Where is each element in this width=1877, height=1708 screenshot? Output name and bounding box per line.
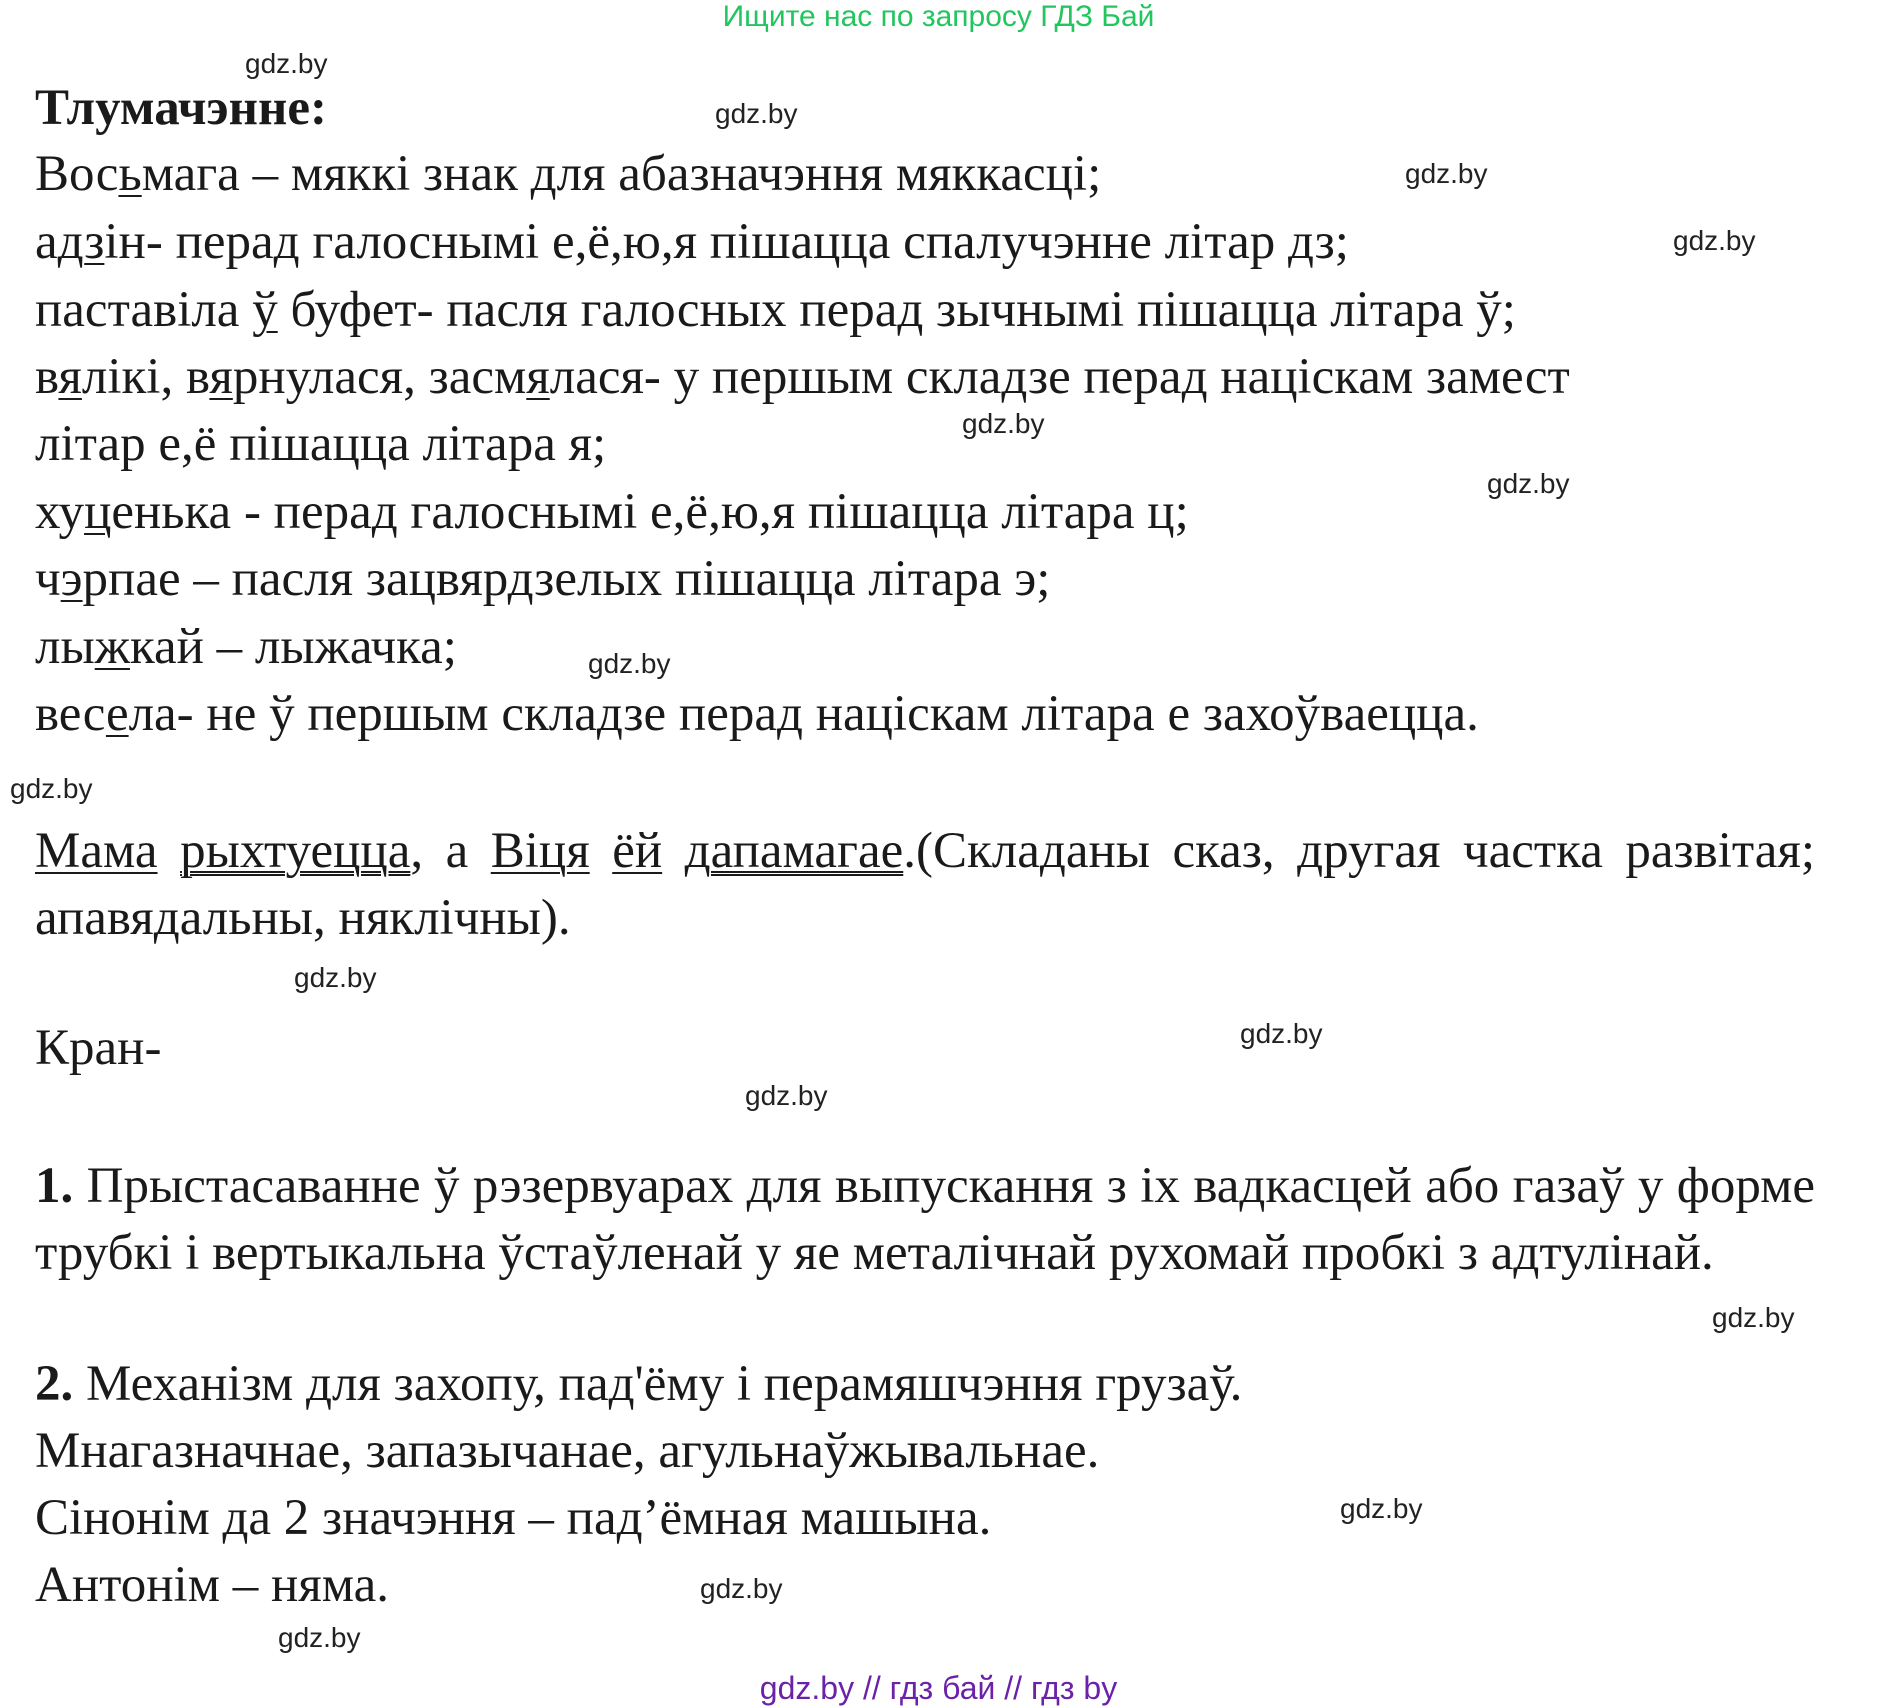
object: ёй bbox=[612, 823, 663, 879]
watermark: gdz.by bbox=[1712, 1302, 1795, 1333]
predicate-1: рыхтуецца bbox=[180, 823, 411, 879]
watermark: gdz.by bbox=[588, 648, 671, 679]
explanation-line: лыжкай – лыжачка; bbox=[35, 619, 457, 675]
antonym-line: Антонім – няма. bbox=[35, 1557, 390, 1613]
explanation-line: чэрпае – пасля зацвярдзелых пішацца літара э; bbox=[35, 551, 1051, 607]
watermark: gdz.by bbox=[962, 408, 1045, 439]
watermark: gdz.by bbox=[10, 773, 93, 804]
explanation-line: Восьмага – мяккі знак для абазначэння мяккасці; bbox=[35, 146, 1102, 202]
watermark: gdz.by bbox=[278, 1622, 361, 1653]
synonym-line: Сінонім да 2 значэння – пад’ёмная машына. bbox=[35, 1490, 992, 1546]
explanation-line: адзін- перад галоснымі е,ё,ю,я пішацца спалучэнне літар дз; bbox=[35, 214, 1349, 270]
watermark: gdz.by bbox=[715, 98, 798, 129]
sentence-analysis: Мама рыхтуецца, а Віця ёй дапамагае.(Складаны сказ, другая частка развітая; апавядальны, няклічны). bbox=[35, 823, 1816, 946]
section-heading: Тлумачэнне: bbox=[35, 80, 327, 136]
watermark: gdz.by bbox=[1673, 225, 1756, 256]
dictionary-word: Кран- bbox=[35, 1020, 162, 1076]
explanation-line: літар е,ё пішацца літара я; bbox=[35, 416, 607, 472]
watermark: gdz.by bbox=[245, 48, 328, 79]
definition-2: 2. Механізм для захопу, пад'ёму і перамяшчэння грузаў. bbox=[35, 1356, 1243, 1412]
watermark: gdz.by bbox=[294, 962, 377, 993]
subject-2: Віця bbox=[490, 823, 590, 879]
top-banner: Ищите нас по запросу ГДЗ Бай bbox=[722, 0, 1155, 33]
footer-links: gdz.by // гдз бай // гдз by bbox=[759, 1670, 1118, 1706]
watermark: gdz.by bbox=[1240, 1018, 1323, 1049]
watermark: gdz.by bbox=[1340, 1493, 1423, 1524]
explanation-line: паставіла ў буфет- пасля галосных перад зычнымі пішацца літара ў; bbox=[35, 282, 1516, 338]
explanation-line: вялікі, вярнулася, засмялася- у першым складзе перад націскам замест bbox=[35, 349, 1570, 405]
watermark: gdz.by bbox=[700, 1573, 783, 1604]
watermark: gdz.by bbox=[745, 1080, 828, 1111]
explanation-line: весела- не ў першым складзе перад націскам літара е захоўваецца. bbox=[35, 686, 1479, 742]
predicate-2: дапамагае bbox=[684, 823, 904, 879]
definition-1: 1. Прыстасаванне ў рэзервуарах для выпускання з іх вадкасцей або газаў у форме трубкі і вертыкальна ўстаўленай у яе металічнай рухомай пробкі з адтулінай. bbox=[35, 1158, 1815, 1281]
word-characteristics: Мнагазначнае, запазычанае, агульнаўжывальнае. bbox=[35, 1423, 1100, 1479]
watermark: gdz.by bbox=[1487, 468, 1570, 499]
subject-1: Мама bbox=[35, 823, 158, 879]
explanation-line: хуценька - перад галоснымі е,ё,ю,я пішацца літара ц; bbox=[35, 484, 1189, 540]
watermark: gdz.by bbox=[1405, 158, 1488, 189]
